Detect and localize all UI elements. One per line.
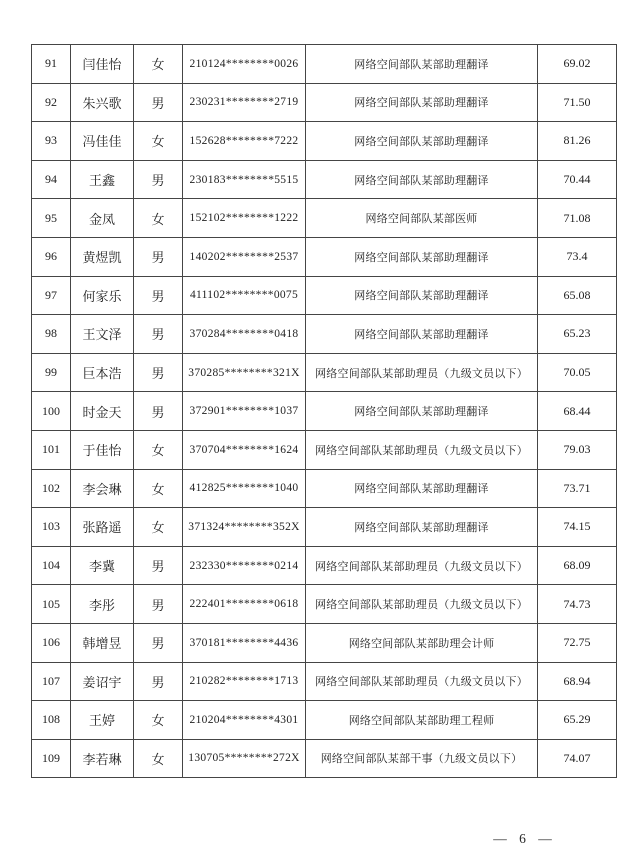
cell-name: 李会琳	[71, 469, 134, 508]
cell-score: 70.44	[538, 160, 617, 199]
cell-gender: 男	[134, 276, 183, 315]
cell-no: 103	[32, 508, 71, 547]
cell-score: 65.08	[538, 276, 617, 315]
cell-gender: 男	[134, 585, 183, 624]
cell-no: 108	[32, 701, 71, 740]
cell-no: 100	[32, 392, 71, 431]
table-row	[32, 237, 617, 276]
cell-score: 68.09	[538, 546, 617, 585]
cell-gender: 男	[134, 160, 183, 199]
cell-id_number: 370704********1624	[183, 430, 306, 469]
cell-id_number: 411102********0075	[183, 276, 306, 315]
cell-position: 网络空间部队某部助理员（九级文员以下）	[306, 546, 538, 585]
cell-id_number: 230183********5515	[183, 160, 306, 199]
cell-gender: 女	[134, 45, 183, 84]
cell-no: 95	[32, 199, 71, 238]
cell-gender: 女	[134, 122, 183, 161]
cell-no: 104	[32, 546, 71, 585]
score-table	[31, 44, 617, 778]
cell-gender: 女	[134, 469, 183, 508]
cell-position: 网络空间部队某部助理翻译	[306, 83, 538, 122]
cell-id_number: 210204********4301	[183, 701, 306, 740]
cell-score: 74.07	[538, 739, 617, 778]
cell-no: 101	[32, 430, 71, 469]
cell-id_number: 222401********0618	[183, 585, 306, 624]
cell-name: 何家乐	[71, 276, 134, 315]
cell-position: 网络空间部队某部助理员（九级文员以下）	[306, 353, 538, 392]
cell-position: 网络空间部队某部助理会计师	[306, 623, 538, 662]
cell-name: 姜诏宇	[71, 662, 134, 701]
cell-gender: 男	[134, 353, 183, 392]
cell-name: 李彤	[71, 585, 134, 624]
cell-name: 王婷	[71, 701, 134, 740]
cell-position: 网络空间部队某部助理翻译	[306, 276, 538, 315]
cell-no: 105	[32, 585, 71, 624]
cell-id_number: 230231********2719	[183, 83, 306, 122]
cell-score: 73.71	[538, 469, 617, 508]
cell-position: 网络空间部队某部医师	[306, 199, 538, 238]
cell-gender: 女	[134, 701, 183, 740]
cell-gender: 男	[134, 237, 183, 276]
cell-score: 81.26	[538, 122, 617, 161]
cell-score: 70.05	[538, 353, 617, 392]
cell-id_number: 152628********7222	[183, 122, 306, 161]
table-row	[32, 662, 617, 701]
table-row	[32, 122, 617, 161]
page-number: — 6 —	[493, 831, 552, 846]
cell-score: 65.23	[538, 315, 617, 354]
cell-id_number: 152102********1222	[183, 199, 306, 238]
cell-name: 黄煜凯	[71, 237, 134, 276]
cell-gender: 男	[134, 392, 183, 431]
cell-name: 王文泽	[71, 315, 134, 354]
cell-position: 网络空间部队某部助理员（九级文员以下）	[306, 585, 538, 624]
cell-name: 张路遥	[71, 508, 134, 547]
table-row	[32, 45, 617, 84]
cell-name: 于佳怡	[71, 430, 134, 469]
cell-position: 网络空间部队某部助理员（九级文员以下）	[306, 662, 538, 701]
cell-name: 闫佳怡	[71, 45, 134, 84]
cell-score: 69.02	[538, 45, 617, 84]
cell-gender: 男	[134, 83, 183, 122]
cell-gender: 女	[134, 508, 183, 547]
table-body	[32, 45, 617, 778]
table-row	[32, 585, 617, 624]
cell-position: 网络空间部队某部助理翻译	[306, 237, 538, 276]
cell-position: 网络空间部队某部干事（九级文员以下）	[306, 739, 538, 778]
cell-gender: 男	[134, 315, 183, 354]
cell-id_number: 232330********0214	[183, 546, 306, 585]
cell-gender: 女	[134, 430, 183, 469]
cell-name: 李冀	[71, 546, 134, 585]
cell-no: 102	[32, 469, 71, 508]
cell-id_number: 130705********272X	[183, 739, 306, 778]
table-row	[32, 430, 617, 469]
cell-no: 92	[32, 83, 71, 122]
cell-name: 金凤	[71, 199, 134, 238]
cell-id_number: 412825********1040	[183, 469, 306, 508]
cell-score: 73.4	[538, 237, 617, 276]
table-row	[32, 508, 617, 547]
cell-score: 68.44	[538, 392, 617, 431]
cell-id_number: 210282********1713	[183, 662, 306, 701]
cell-position: 网络空间部队某部助理员（九级文员以下）	[306, 430, 538, 469]
cell-no: 91	[32, 45, 71, 84]
cell-position: 网络空间部队某部助理翻译	[306, 392, 538, 431]
cell-no: 93	[32, 122, 71, 161]
cell-position: 网络空间部队某部助理翻译	[306, 469, 538, 508]
cell-score: 68.94	[538, 662, 617, 701]
cell-no: 96	[32, 237, 71, 276]
cell-id_number: 372901********1037	[183, 392, 306, 431]
cell-no: 99	[32, 353, 71, 392]
cell-id_number: 210124********0026	[183, 45, 306, 84]
cell-no: 97	[32, 276, 71, 315]
cell-position: 网络空间部队某部助理翻译	[306, 508, 538, 547]
cell-gender: 男	[134, 623, 183, 662]
cell-name: 王鑫	[71, 160, 134, 199]
table-row	[32, 701, 617, 740]
cell-name: 朱兴歌	[71, 83, 134, 122]
cell-score: 65.29	[538, 701, 617, 740]
table-row	[32, 623, 617, 662]
cell-id_number: 370285********321X	[183, 353, 306, 392]
cell-id_number: 371324********352X	[183, 508, 306, 547]
table-row	[32, 199, 617, 238]
cell-no: 107	[32, 662, 71, 701]
cell-no: 94	[32, 160, 71, 199]
cell-name: 巨本浩	[71, 353, 134, 392]
table-row	[32, 160, 617, 199]
cell-id_number: 140202********2537	[183, 237, 306, 276]
cell-position: 网络空间部队某部助理翻译	[306, 160, 538, 199]
cell-gender: 男	[134, 546, 183, 585]
cell-score: 71.50	[538, 83, 617, 122]
table-row	[32, 469, 617, 508]
cell-name: 时金天	[71, 392, 134, 431]
cell-position: 网络空间部队某部助理翻译	[306, 315, 538, 354]
cell-position: 网络空间部队某部助理工程师	[306, 701, 538, 740]
cell-no: 98	[32, 315, 71, 354]
table-row	[32, 546, 617, 585]
table-row	[32, 315, 617, 354]
cell-score: 79.03	[538, 430, 617, 469]
cell-name: 李若琳	[71, 739, 134, 778]
cell-position: 网络空间部队某部助理翻译	[306, 45, 538, 84]
table-row	[32, 276, 617, 315]
table-row	[32, 739, 617, 778]
cell-score: 74.15	[538, 508, 617, 547]
cell-name: 冯佳佳	[71, 122, 134, 161]
cell-no: 106	[32, 623, 71, 662]
cell-id_number: 370284********0418	[183, 315, 306, 354]
cell-name: 韩增昱	[71, 623, 134, 662]
cell-score: 74.73	[538, 585, 617, 624]
cell-gender: 女	[134, 739, 183, 778]
cell-no: 109	[32, 739, 71, 778]
cell-score: 72.75	[538, 623, 617, 662]
cell-gender: 女	[134, 199, 183, 238]
table-row	[32, 83, 617, 122]
cell-gender: 男	[134, 662, 183, 701]
cell-id_number: 370181********4436	[183, 623, 306, 662]
table-row	[32, 392, 617, 431]
table-row	[32, 353, 617, 392]
cell-score: 71.08	[538, 199, 617, 238]
cell-position: 网络空间部队某部助理翻译	[306, 122, 538, 161]
